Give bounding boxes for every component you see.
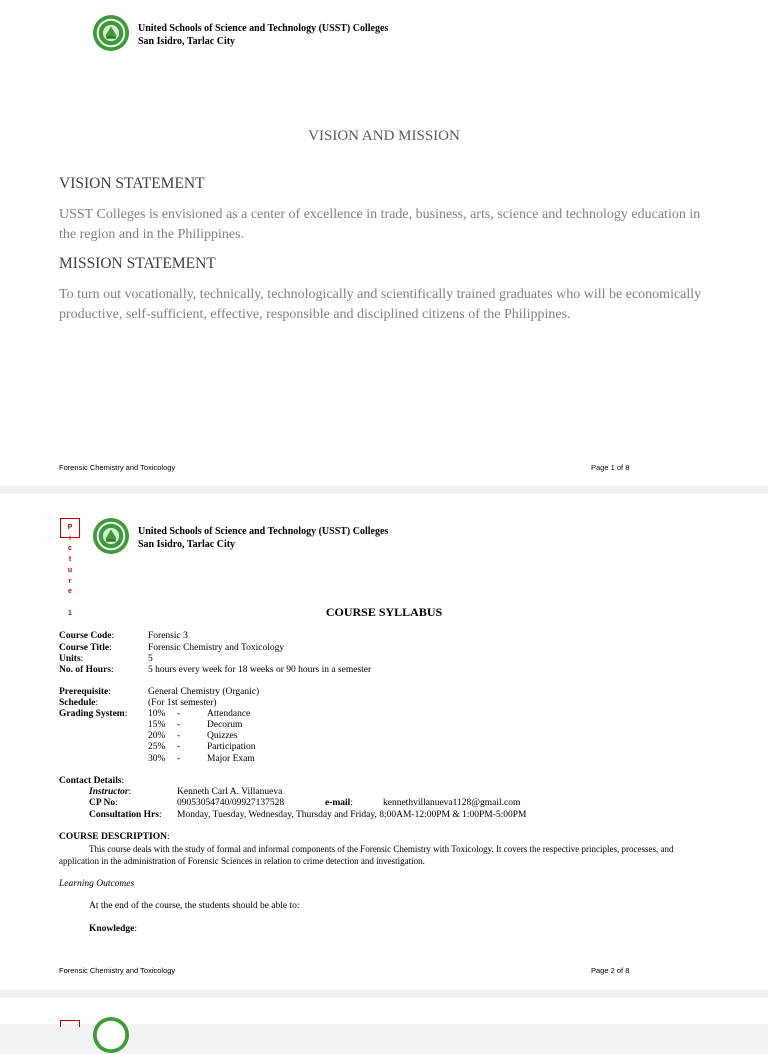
grading-pct: 20% [148, 731, 166, 741]
school-name: United Schools of Science and Technology (USST) Colleges [138, 526, 389, 537]
school-address: San Isidro, Tarlac City [138, 35, 236, 47]
grading-pct: 15% [148, 720, 166, 730]
caption-char: i [69, 534, 71, 542]
units-row: Units: [59, 654, 84, 664]
mission-heading: MISSION STATEMENT [59, 255, 216, 272]
hours-row: No. of Hours: [59, 665, 114, 675]
grading-dash: - [177, 720, 181, 730]
page-footer-title: Forensic Chemistry and Toxicology [59, 966, 176, 975]
field-label: No. of Hours [59, 665, 111, 675]
schedule-value: (For 1st semester) [148, 698, 217, 708]
grading-pct: 30% [148, 754, 166, 764]
field-label: COURSE DESCRIPTION [59, 832, 167, 842]
course-title-row: Course Title: [59, 643, 112, 653]
course-code-value: Forensic 3 [148, 631, 188, 641]
field-label: Knowledge [89, 924, 135, 934]
caption-char: r [68, 577, 72, 585]
knowledge-row: Knowledge: [89, 924, 138, 934]
course-description-text: This course deals with the study of formal and informal components of the Forensic Chemistry with Toxicology. It covers the respective principles, processes, and application in the administration of Forensic Sciences in relation to crime detection and investigation. [59, 844, 674, 866]
course-description-row: COURSE DESCRIPTION: [59, 832, 170, 842]
field-label: Consultation Hrs [89, 810, 159, 820]
caption-char: 1 [68, 609, 72, 617]
grading-item: Participation [207, 742, 256, 752]
document-page-1 [0, 0, 768, 486]
field-label: Course Title [59, 643, 110, 653]
email-value: kennethvillanueva1128@gmail.com [383, 798, 521, 808]
outcomes-intro: At the end of the course, the students should be able to: [89, 901, 300, 911]
schedule-row: Schedule: [59, 698, 99, 708]
instructor-value: Kenneth Carl A. Villanueva [177, 787, 283, 797]
field-label: CP No [89, 798, 116, 808]
grading-item: Decorum [207, 720, 243, 730]
prereq-row: Prerequisite: [59, 687, 111, 697]
grading-dash: - [177, 731, 181, 741]
instructor-row: Instructor: [89, 787, 132, 797]
hours-value: 5 hours every week for 18 weeks or 90 hours in a semester [148, 665, 372, 675]
school-header [138, 526, 388, 551]
syllabus-title: COURSE SYLLABUS [325, 605, 443, 619]
grading-item: Quizzes [207, 731, 238, 741]
school-address: San Isidro, Tarlac City [138, 538, 236, 550]
mission-text: To turn out vocationally, technically, technologically and scientifically trained graduates who will be economically productive, self-sufficient, effective, responsible and disciplined citizens of the Philippines. [59, 287, 702, 322]
field-label: Contact Details [59, 776, 122, 786]
course-code-row: Course Code: [59, 631, 115, 641]
field-label: Units [59, 654, 81, 664]
field-label: Schedule [59, 698, 96, 708]
grading-item: Major Exam [207, 754, 255, 764]
grading-row: Grading System: [59, 709, 128, 719]
prereq-value: General Chemistry (Organic) [148, 687, 260, 697]
usst-seal-icon [92, 1016, 130, 1054]
course-title-value: Forensic Chemistry and Toxicology [148, 643, 285, 653]
field-label: e-mail [325, 798, 351, 808]
caption-char: e [68, 588, 72, 596]
units-value: 5 [148, 654, 153, 664]
grading-dash: - [177, 742, 181, 752]
caption-char: c [68, 545, 72, 553]
school-header [138, 23, 388, 48]
field-label: Course Code [59, 631, 112, 641]
cp-row: CP No: [89, 798, 118, 808]
vision-heading: VISION STATEMENT [59, 175, 205, 192]
email-row: e-mail: [325, 798, 353, 808]
page-number: Page 1 of 8 [591, 463, 630, 472]
page-number: Page 2 of 8 [591, 966, 630, 975]
cp-value: 09053054740/09927137528 [177, 798, 285, 808]
page-title: VISION AND MISSION [308, 128, 460, 144]
caption-char: u [67, 566, 73, 574]
grading-dash: - [177, 709, 181, 719]
field-label: Grading System [59, 709, 125, 719]
document-page-3 [0, 998, 768, 1024]
grading-pct: 10% [148, 709, 166, 719]
field-label: Prerequisite [59, 687, 109, 697]
vision-text: USST Colleges is envisioned as a center of excellence in trade, business, arts, science and technology education in the region and in the Philippines. [59, 207, 701, 242]
consult-value: Monday, Tuesday, Wednesday, Thursday and Friday, 8:00AM-12:00PM & 1:00PM-5:00PM [177, 810, 527, 820]
contact-details-row: Contact Details: [59, 776, 125, 786]
school-name: United Schools of Science and Technology (USST) Colleges [138, 23, 389, 34]
caption-char: t [68, 556, 72, 564]
usst-seal-icon [92, 517, 130, 555]
grading-pct: 25% [148, 742, 166, 752]
consult-row: Consultation Hrs: [89, 810, 162, 820]
page-footer-title: Forensic Chemistry and Toxicology [59, 463, 176, 472]
field-label: Instructor [89, 787, 129, 797]
learning-outcomes-heading: Learning Outcomes [59, 879, 135, 889]
document-page-2 [0, 494, 768, 990]
caption-char: P [67, 524, 73, 531]
usst-seal-icon [92, 14, 130, 52]
grading-dash: - [177, 754, 181, 764]
grading-item: Attendance [207, 709, 251, 719]
